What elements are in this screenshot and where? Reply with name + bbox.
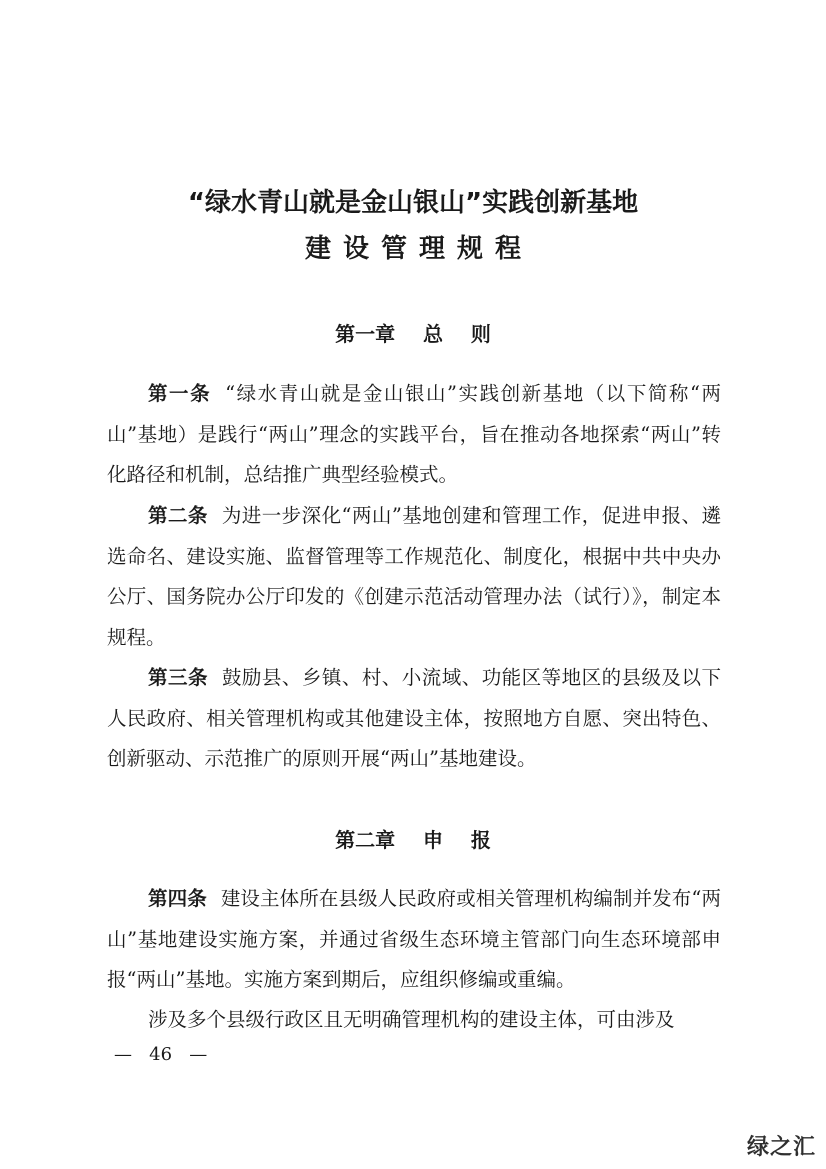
article-text: “绿水青山就是金山银山”实践创新基地（以下简称“两山”基地）是践行“两山”理念的实践平台，旨在推动各地探索“两山”转化路径和机制，总结推广典型经验模式。 (107, 382, 721, 486)
article-label: 第四条 (148, 887, 207, 910)
article-3 (107, 658, 721, 780)
document-title-line1: “绿水青山就是金山银山”实践创新基地 (187, 188, 639, 218)
article-text: 鼓励县、乡镇、村、小流域、功能区等地区的县级及以下人民政府、相关管理机构或其他建设主体，按照地方自愿、突出特色、创新驱动、示范推广的原则开展“两山”基地建设。 (107, 666, 721, 770)
article-4-continuation: 涉及多个县级行政区且无明确管理机构的建设主体，可由涉及 (148, 1008, 675, 1031)
article-1 (107, 374, 721, 496)
article-text: 建设主体所在县级人民政府或相关管理机构编制并发布“两山”基地建设实施方案，并通过省级生态环境主管部门向生态环境部申报“两山”基地。实施方案到期后，应组织修编或重编。 (107, 887, 721, 991)
article-2 (107, 496, 721, 658)
article-label: 第二条 (148, 504, 208, 527)
article-text: 为进一步深化“两山”基地创建和管理工作，促进申报、遴选命名、建设实施、监督管理等工作规范化、制度化，根据中共中央办公厅、国务院办公厅印发的《创建示范活动管理办法（试行）》，制定本规程。 (107, 504, 721, 649)
document-title-line2: 建设管理规程 (304, 234, 533, 264)
article-label: 第三条 (148, 666, 208, 689)
article-4 (107, 879, 721, 1001)
chapter-heading-general: 第一章 总 则 (335, 322, 491, 346)
watermark-logo: 绿之汇 (746, 1135, 816, 1160)
chapter-heading-application: 第二章 申 报 (335, 828, 491, 852)
article-label: 第一条 (148, 382, 212, 405)
page-number: — 46 — (114, 1044, 208, 1065)
